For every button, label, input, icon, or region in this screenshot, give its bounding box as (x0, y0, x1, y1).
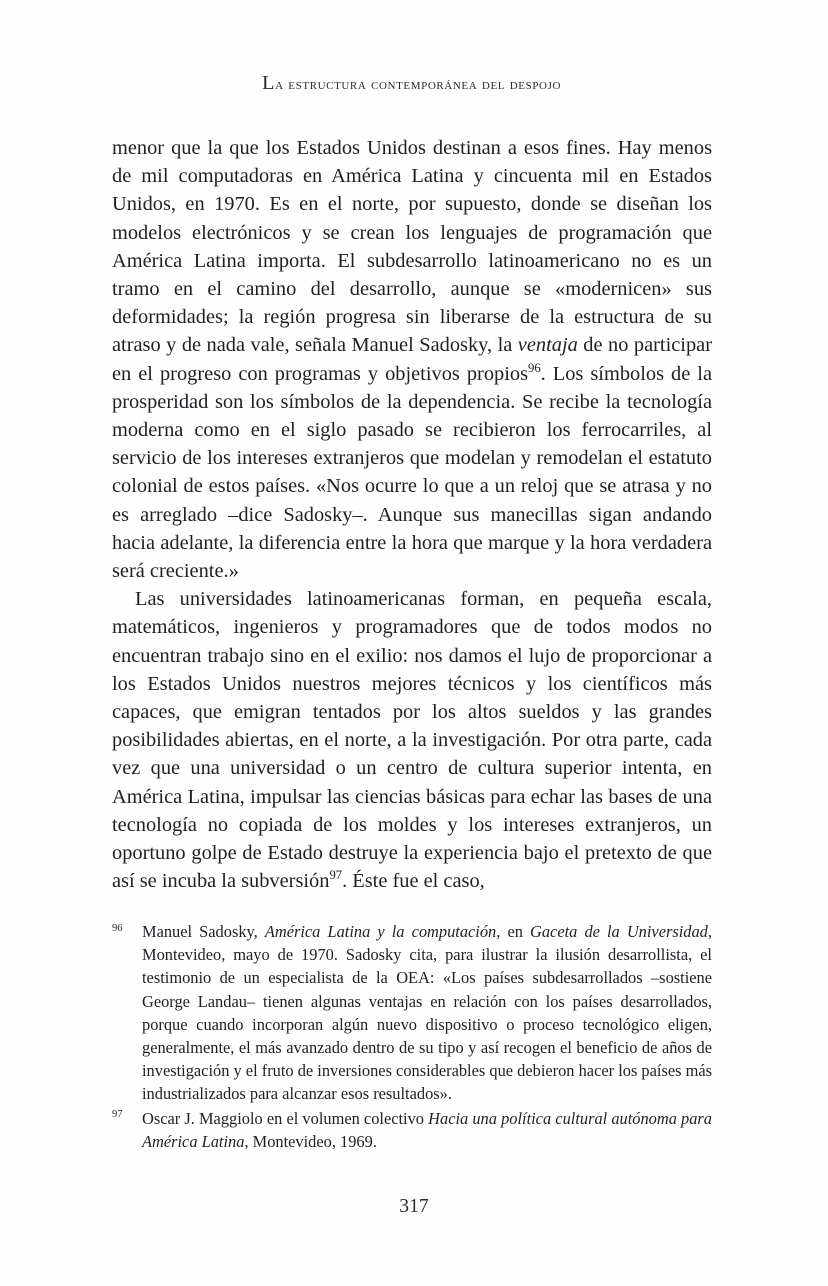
footnote-text: Manuel Sadosky, América Latina y la computación, en Gaceta de la Universidad, Montevideo, mayo de 1970. Sadosky cita, para ilustrar la ilusión desarrollista, el testimonio de un especialista de la OEA: «Los países subdesarrollados –sostiene George Landau– tienen algunas ventajas en relación con los países desarrollados, porque cuando incorporan algún nuevo dispositivo o proceso tecnológico eligen, generalmente, el más avanzado dentro de su tipo y así recogen el beneficio de años de investigación y el fruto de inversiones considerables que debieron hacer los países más industrializados para alcanzar esos resultados». (142, 922, 712, 1104)
paragraph-universidades: Las universidades latinoamericanas forman, en pequeña escala, matemáticos, ingenieros y programadores que de todos modos no encuentran trabajo sino en el exilio: nos damos el lujo de proporcionar a los Estados Unidos nuestros mejores técnicos y los científicos más capaces, que emigran tentados por los altos sueldos y las grandes posibilidades abiertas, en el norte, a la investigación. Por otra parte, cada vez que una universidad o un centro de cultura superior intenta, en América Latina, impulsar las ciencias básicas para echar las bases de una tecnología no copiada de los moldes y los intereses extranjeros, un oportuno golpe de Estado destruye la experiencia bajo el pretexto de que así se incuba la subversión$^{97}$. Éste fue el caso, (112, 588, 712, 893)
italic-title: ventaja (517, 334, 578, 357)
running-head (112, 72, 711, 95)
page-number: 317 (399, 1196, 429, 1217)
footnote-marker: 97 (112, 1109, 123, 1121)
footnote-marker: 96 (112, 922, 123, 934)
footnote-96 (112, 920, 712, 1106)
footnote-97 (112, 1107, 712, 1153)
italic-title: Gaceta de la Universidad (530, 922, 708, 941)
footnote-text: Oscar J. Maggiolo en el volumen colectivo Hacia una política cultural autónoma para América Latina, Montevideo, 1969. (142, 1108, 712, 1151)
running-head-rest: a estructura contemporánea del despojo (275, 75, 562, 93)
footnote-reference[interactable]: 97 (329, 868, 343, 883)
footnotes-block (112, 920, 712, 1154)
paragraph-continued: menor que la que los Estados Unidos destinan a esos fines. Hay menos de mil computadoras en América Latina y cincuenta mil en Estados Unidos, en 1970. Es en el norte, por supuesto, donde se diseñan los modelos electrónicos y se crean los lenguajes de programación que América Latina importa. El subdesarrollo latinoamericano no es un tramo en el camino del desarrollo, aunque se «modernicen» sus deformidades; la región progresa sin liberarse de la estructura de su atraso y de nada vale, señala Manuel Sadosky, la ventaja de no participar en el progreso con programas y objetivos propios$^{96}$. Los símbolos de la prosperidad son los símbolos de la dependencia. Se recibe la tecnología moderna como en el siglo pasado se recibieron los ferrocarriles, al servicio de los intereses extranjeros que modelan y remodelan el estatuto colonial de estos países. «Nos ocurre lo que a un reloj que se atrasa y no es arreglado –dice Sadosky–. Aunque sus manecillas sigan andando hacia adelante, la diferencia entre la hora que marque y la hora verdadera será creciente.» (112, 137, 712, 583)
italic-title: América Latina y la computación (264, 922, 497, 941)
body-text-block (112, 134, 712, 895)
footnote-reference[interactable]: 96 (528, 360, 541, 375)
italic-title: Hacia una política cultural autónoma para América Latina (142, 1108, 712, 1151)
running-head-dropcap: L (261, 72, 276, 94)
